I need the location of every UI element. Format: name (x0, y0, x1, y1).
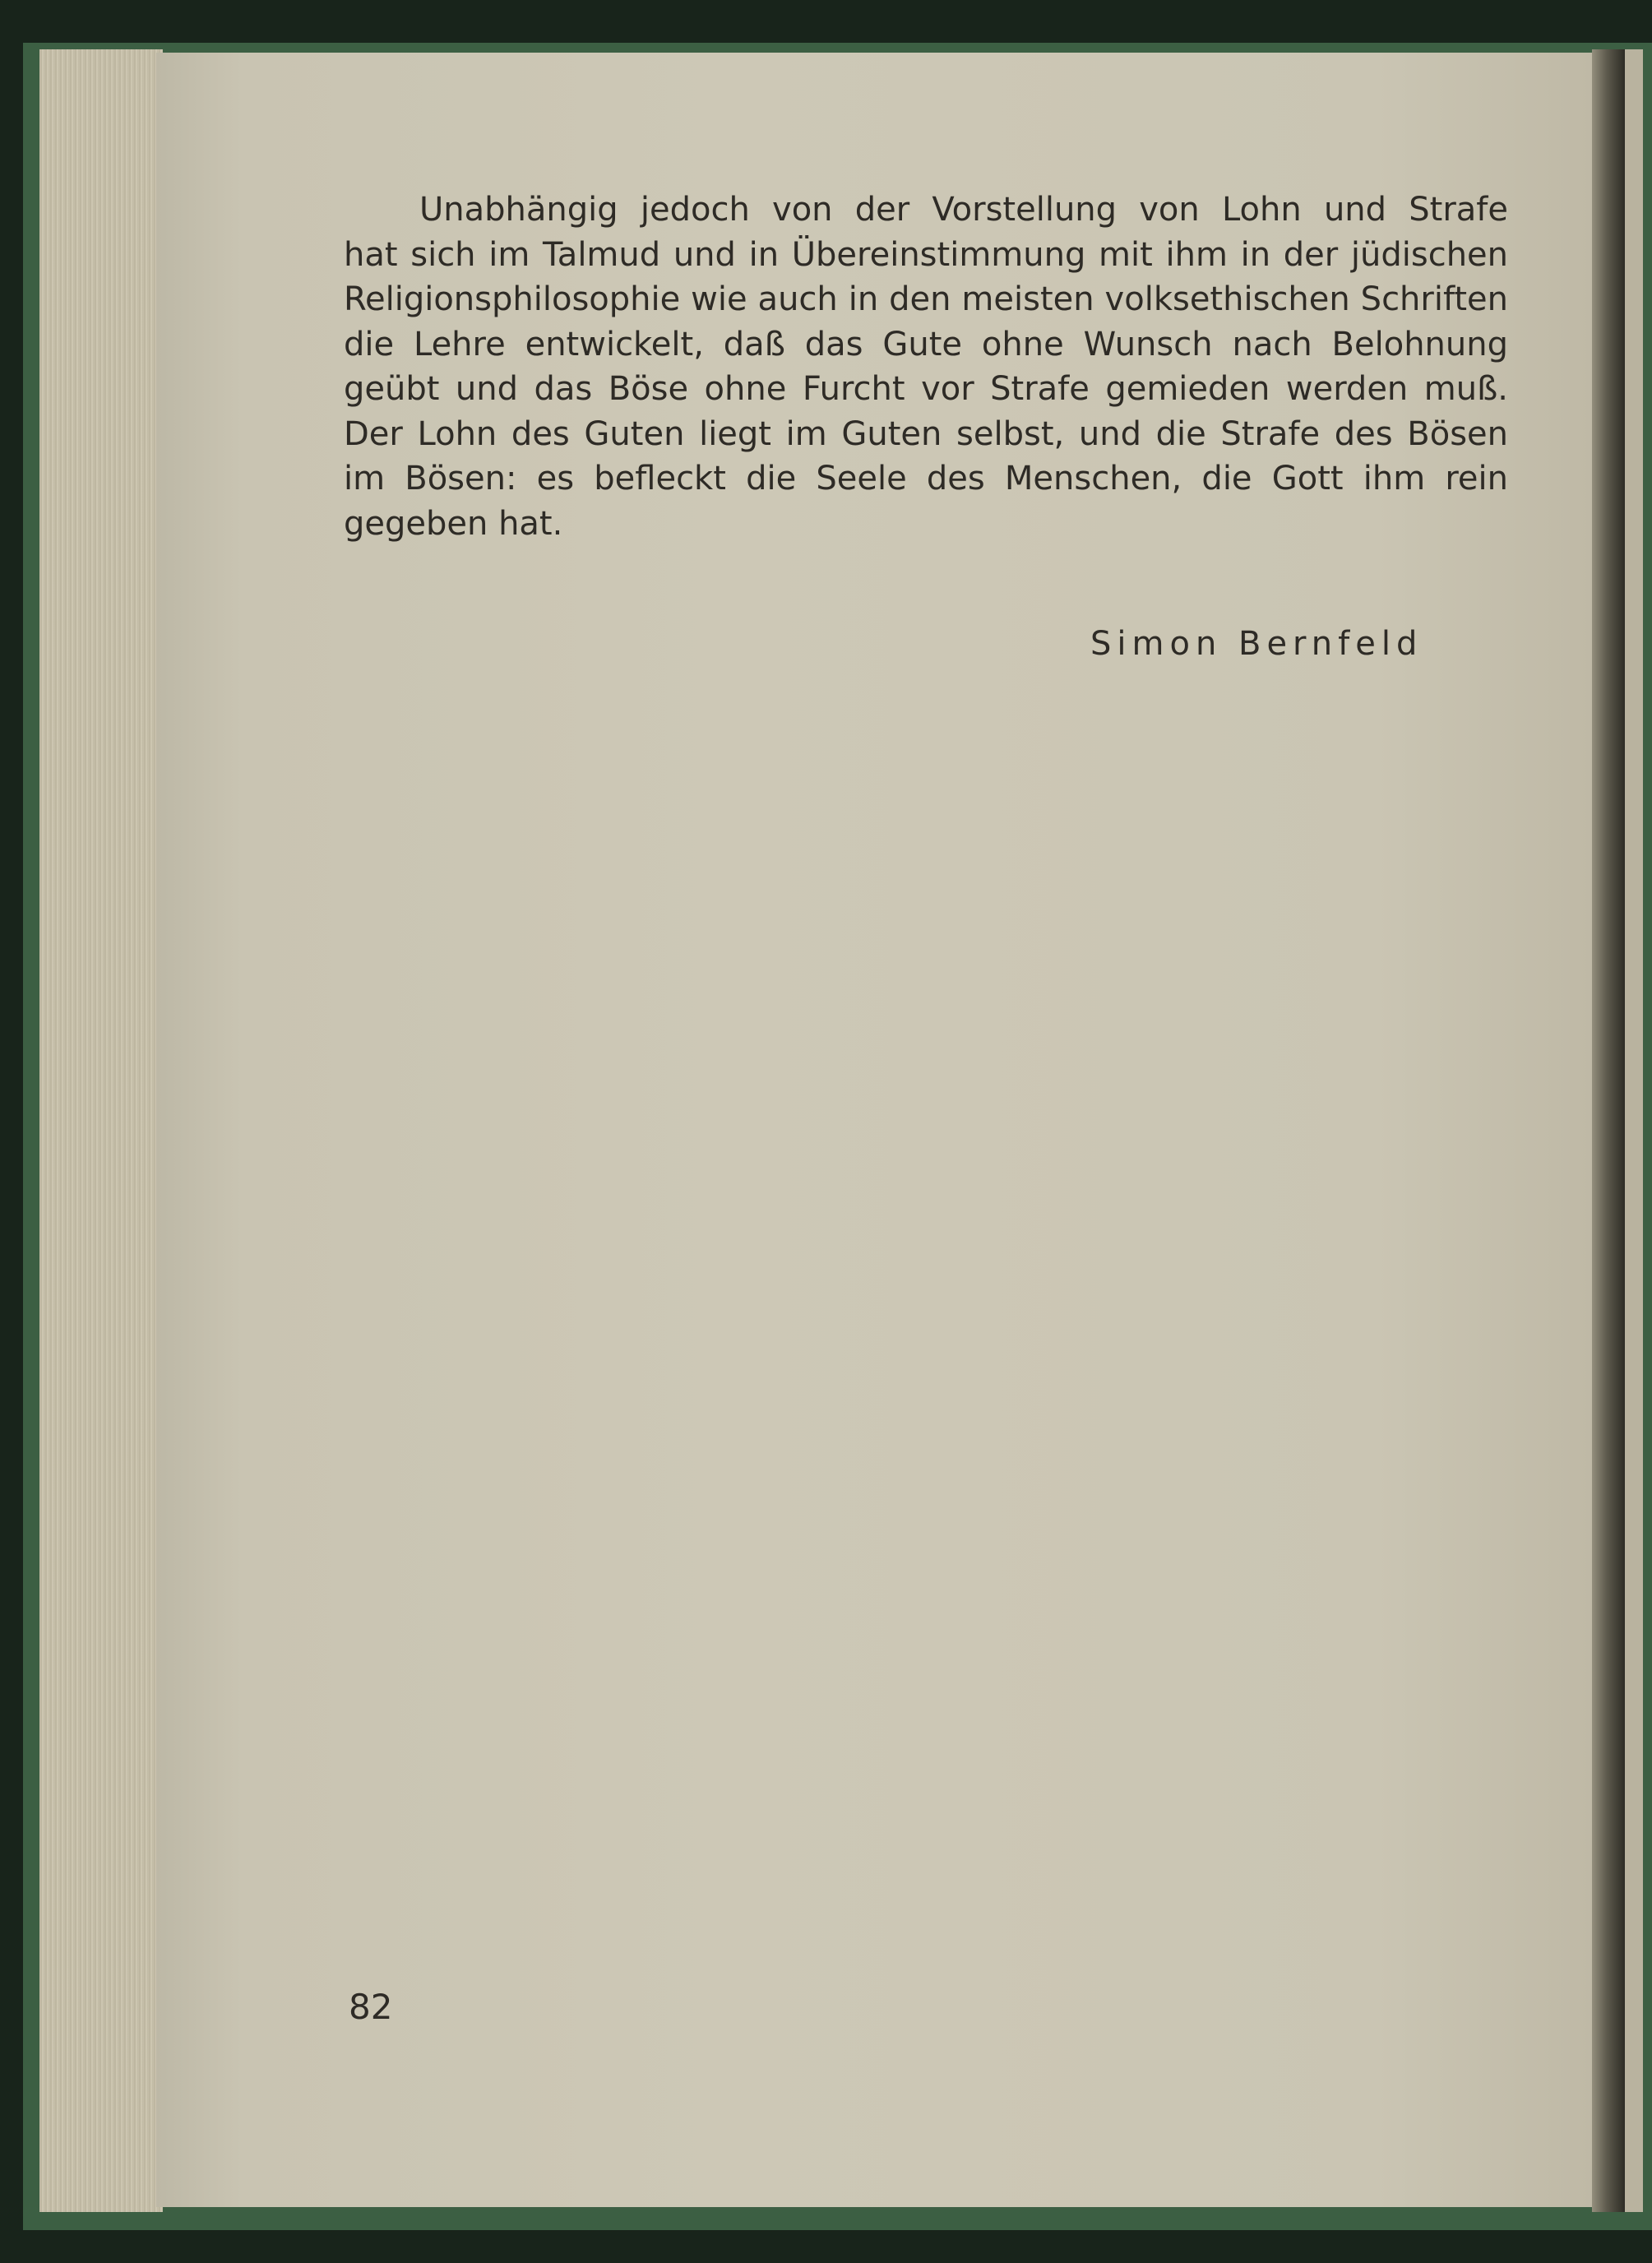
paragraph-line: Religionsphilosophie wie auch in den meisten volksethischen Schriften (344, 280, 1508, 318)
paragraph-line: geübt und das Böse ohne Furcht vor Strafe gemieden werden muß. (344, 370, 1508, 408)
paragraph-line: hat sich im Talmud und in Übereinstimmung mit ihm in der jüdischen (344, 235, 1508, 274)
page-number: 82 (349, 1987, 393, 2027)
body-paragraph (344, 187, 1508, 546)
paragraph-line: Der Lohn des Guten liegt im Guten selbst, und die Strafe des Bösen (344, 414, 1508, 453)
paragraph-line: Unabhängig jedoch von der Vorstellung von Lohn und Strafe (419, 191, 1508, 229)
book-gutter (1592, 49, 1625, 2212)
page-edges (39, 49, 163, 2212)
paragraph-line: im Bösen: es befleckt die Seele des Menschen, die Gott ihm rein (344, 460, 1508, 497)
author-signature: Simon Bernfeld (1090, 625, 1423, 663)
paragraph-line: gegeben hat. (344, 504, 563, 543)
paragraph-line: die Lehre entwickelt, daß das Gute ohne Wunsch nach Belohnung (344, 325, 1508, 363)
next-page-edge (1625, 49, 1643, 2212)
